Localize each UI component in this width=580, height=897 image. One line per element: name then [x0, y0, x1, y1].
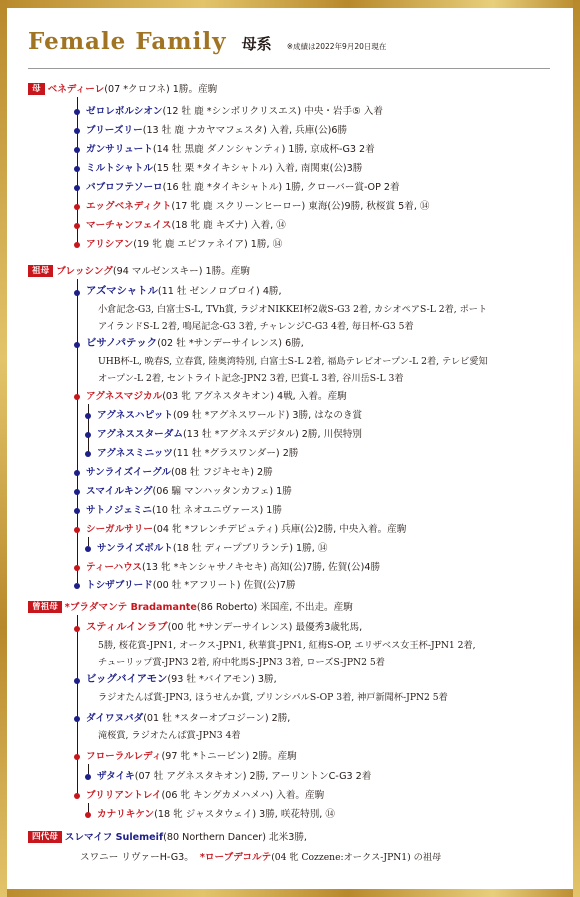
horse-detail: (10 牡 ネオユニヴァース) 1勝 — [152, 505, 282, 516]
colt-marker-icon — [85, 432, 91, 438]
horse-name: ブリーズリー — [86, 125, 143, 136]
tree-line — [77, 279, 78, 583]
horse-detail: (07 牡 アグネスタキオン) 2勝, アーリントンC-G3 2着 — [134, 771, 372, 782]
horse-detail: (13 牡 鹿 ナカヤマフェスタ) 入着, 兵庫(公)6勝 — [142, 125, 348, 136]
horse-name: マーチャンフェイス — [86, 220, 172, 231]
horse-name: ビサノパテック — [86, 337, 158, 349]
race-record-line: アイランドS-L 2着, 鳴尾記念-G3 3着, チャレンジC-G3 4着, 毎日杯-G3 5着 — [98, 321, 414, 332]
horse-name: ザタイキ — [97, 771, 135, 782]
list-item — [86, 162, 362, 175]
horse-name: アグネススターダム — [97, 429, 183, 440]
filly-marker-icon — [74, 793, 80, 799]
page-title-en: Female Family — [28, 28, 227, 55]
colt-marker-icon — [74, 342, 80, 348]
list-item — [97, 542, 327, 555]
colt-marker-icon — [85, 451, 91, 457]
list-item — [97, 808, 335, 821]
horse-detail: (17 牝 鹿 スクリーンヒーロー) 東海(公)9勝, 秋桜賞 5着, ⑭ — [171, 201, 430, 212]
list-item — [86, 712, 290, 725]
horse-name: ゼロレボルシオン — [86, 106, 163, 117]
horse-name: シーガルサリー — [86, 524, 153, 535]
filly-marker-icon — [74, 527, 80, 533]
horse-name: アグネスハピット — [97, 410, 173, 421]
horse-detail: (08 牡 フジキセキ) 2勝 — [171, 467, 273, 478]
horse-name: ティーハウス — [86, 562, 143, 573]
gold-frame-bottom — [0, 889, 580, 897]
horse-name: フローラルレディ — [86, 751, 162, 762]
gen3-row — [28, 601, 353, 614]
horse-detail: (15 牡 栗 *タイキシャトル) 入着, 南関東(公)3勝 — [152, 163, 363, 174]
horse-detail: (93 牡 *バイアモン) 3勝, — [167, 674, 277, 685]
horse-name: ガンサリュート — [86, 144, 153, 155]
filly-marker-icon — [74, 754, 80, 760]
horse-detail: (04 牝 Cozzene:オークス-JPN1) の祖母 — [271, 852, 442, 863]
colt-marker-icon — [74, 678, 80, 684]
horse-detail: (80 Northern Dancer) 北米3勝, — [163, 832, 307, 843]
list-item — [86, 504, 282, 517]
horse-detail: (09 牡 *アグネスワールド) 3勝, はなのき賞 — [172, 410, 363, 421]
horse-name: ベネディーレ — [47, 84, 105, 95]
horse-detail: (02 牡 *サンデーサイレンス) 6勝, — [157, 338, 304, 349]
list-item — [86, 143, 375, 156]
list-item — [86, 485, 292, 498]
list-item — [97, 409, 362, 422]
colt-marker-icon — [74, 109, 80, 115]
list-item — [86, 105, 383, 118]
horse-name: ビッグバイアモン — [86, 673, 168, 685]
horse-detail: (11 牡 ゼンノロブロイ) 4勝, — [157, 286, 282, 297]
colt-marker-icon — [74, 716, 80, 722]
race-record-line: ラジオたんぱ賞-JPN3, ほうせんか賞, プリンシパルS-OP 3着, 神戸新聞杯-JPN2 5着 — [98, 692, 448, 703]
list-item — [86, 789, 324, 802]
list-item — [86, 238, 282, 251]
colt-marker-icon — [74, 128, 80, 134]
horse-detail: (16 牡 鹿 *タイキシャトル) 1勝, クローバー賞-OP 2着 — [162, 182, 400, 193]
horse-name: アグネスマジカル — [86, 391, 163, 402]
tree-line — [88, 404, 89, 453]
list-item — [86, 750, 297, 763]
horse-name: ミルトシャトル — [86, 163, 153, 174]
race-record-line: チューリップ賞-JPN3 2着, 府中牝馬S-JPN3 3着, ローズS-JPN2 5着 — [98, 657, 385, 668]
horse-detail: (97 牝 *トニービン) 2勝。産駒 — [161, 751, 297, 762]
race-record-line: 滝桜賞, ラジオたんぱ賞-JPN3 4着 — [98, 730, 241, 741]
horse-detail: (06 牝 キングカメハメハ) 入着。産駒 — [161, 790, 325, 801]
gen-tag: 祖母 — [28, 265, 53, 277]
horse-detail: (00 牝 *サンデーサイレンス) 最優秀3歳牝馬, — [167, 622, 363, 633]
as-of-note: ※成績は2022年9月20日現在 — [286, 42, 387, 51]
race-record-line: オープン-L 2着, セントライト記念-JPN2 3着, 巴賞-L 3着, 谷川岳S-L 3着 — [98, 373, 404, 384]
filly-marker-icon — [74, 204, 80, 210]
colt-marker-icon — [74, 470, 80, 476]
colt-marker-icon — [85, 413, 91, 419]
horse-name: パブロフテソーロ — [86, 182, 163, 193]
colt-marker-icon — [74, 290, 80, 296]
horse-name: *ローブデコルテ — [199, 852, 272, 863]
page-title-ja: 母系 — [241, 35, 272, 53]
horse-name: ブレッシング — [56, 266, 113, 277]
horse-name: アズマシャトル — [86, 285, 158, 297]
horse-detail: (13 牝 *キンシャサノキセキ) 高知(公)7勝, 佐賀(公)4勝 — [142, 562, 381, 573]
horse-detail: (13 牡 *アグネスデジタル) 2勝, 川俣特別 — [182, 429, 362, 440]
list-item — [86, 124, 347, 137]
horse-detail: (19 牝 鹿 エピファネイア) 1勝, ⑭ — [133, 239, 283, 250]
race-record-line: UHB杯-L, 晩春S, 立春賞, 陸奥湾特別, 白富士S-L 2着, 福島テレビオープン-L 2着, テレビ愛知 — [98, 356, 488, 367]
filly-marker-icon — [74, 394, 80, 400]
gold-frame-left — [0, 0, 7, 897]
colt-marker-icon — [85, 774, 91, 780]
filly-marker-icon — [74, 242, 80, 248]
filly-marker-icon — [74, 223, 80, 229]
horse-detail: (11 牡 *グラスワンダー) 2勝 — [172, 448, 299, 459]
race-record-line: 小倉記念-G3, 白富士S-L, TVh賞, ラジオNIKKEI杯2歳S-G3 2着, カシオペアS-L 2着, ポート — [98, 304, 488, 315]
gen-tag: 曾祖母 — [28, 601, 62, 613]
horse-name: サンライズイーグル — [86, 467, 171, 478]
horse-detail: (14 牡 黒鹿 ダノンシャンティ) 1勝, 京成杯-G3 2着 — [152, 144, 375, 155]
colt-marker-icon — [74, 147, 80, 153]
race-record-line: スワニー リヴァーH-G3。 — [80, 852, 194, 863]
header-divider — [28, 68, 550, 69]
horse-name: サンライズボルト — [97, 543, 173, 554]
horse-detail: (04 牝 *フレンチデピュティ) 兵庫(公)2勝, 中央入着。産駒 — [152, 524, 407, 535]
tree-line — [88, 537, 89, 546]
horse-name: カナリキケン — [97, 809, 155, 820]
gen4-note-line — [80, 851, 441, 864]
gold-frame-top — [0, 0, 580, 8]
horse-detail: (07 *クロフネ) 1勝。産駒 — [104, 84, 218, 95]
horse-name: ダイワヌバダ — [86, 713, 144, 724]
colt-marker-icon — [85, 546, 91, 552]
horse-detail: (86 Roberto) 米国産, 不出走。産駒 — [196, 602, 353, 613]
tree-line — [88, 764, 89, 774]
tree-line — [77, 615, 78, 795]
horse-name: アグネスミニッツ — [97, 448, 173, 459]
horse-detail: (94 マルゼンスキー) 1勝。産駒 — [112, 266, 250, 277]
colt-marker-icon — [74, 583, 80, 589]
list-item — [86, 579, 296, 592]
horse-name: スレマイフ Sulemeif — [64, 832, 164, 843]
list-item — [86, 337, 304, 350]
colt-marker-icon — [74, 166, 80, 172]
list-item — [97, 770, 371, 783]
horse-name: スティルインラブ — [86, 621, 168, 633]
list-item — [86, 200, 430, 213]
list-item — [86, 621, 362, 634]
list-item — [97, 428, 362, 441]
list-item — [86, 561, 380, 574]
colt-marker-icon — [74, 185, 80, 191]
horse-detail: (00 牡 *アフリート) 佐賀(公)7勝 — [152, 580, 296, 591]
colt-marker-icon — [74, 508, 80, 514]
horse-name: トシザブリード — [86, 580, 153, 591]
gen4-row — [28, 831, 307, 844]
gen1-row — [28, 83, 217, 96]
filly-marker-icon — [85, 812, 91, 818]
horse-name: アリシアン — [86, 239, 134, 250]
filly-marker-icon — [74, 565, 80, 571]
horse-name: サトノジェミニ — [86, 505, 153, 516]
list-item — [86, 673, 277, 686]
list-item — [86, 523, 406, 536]
list-item — [86, 466, 273, 479]
horse-name: スマイルキング — [86, 486, 153, 497]
gen-tag: 母 — [28, 83, 45, 95]
list-item — [97, 447, 298, 460]
gen-tag: 四代母 — [28, 831, 62, 843]
horse-name: ブリリアントレイ — [86, 790, 162, 801]
filly-marker-icon — [74, 626, 80, 632]
horse-detail: (06 騸 マンハッタンカフェ) 1勝 — [152, 486, 292, 497]
horse-detail: (03 牝 アグネスタキオン) 4戦, 入着。産駒 — [162, 391, 347, 402]
horse-detail: (18 牝 鹿 キズナ) 入着, ⑭ — [171, 220, 286, 231]
page-header — [28, 28, 386, 58]
colt-marker-icon — [74, 489, 80, 495]
list-item — [86, 181, 400, 194]
horse-detail: (01 牡 *スターオブコジーン) 2勝, — [143, 713, 291, 724]
gold-frame-right — [573, 0, 580, 897]
list-item — [86, 390, 347, 403]
horse-name: *ブラダマンテ Bradamante — [64, 602, 197, 613]
horse-detail: (18 牝 ジャスタウェイ) 3勝, 咲花特別, ⑭ — [154, 809, 335, 820]
horse-detail: (18 牡 ディープブリランテ) 1勝, ⑭ — [172, 543, 328, 554]
horse-name: エッグベネディクト — [86, 201, 172, 212]
race-record-line: 5勝, 桜花賞-JPN1, オークス-JPN1, 秋華賞-JPN1, 紅梅S-OP, エリザベス女王杯-JPN1 2着, — [98, 640, 476, 651]
list-item — [86, 285, 282, 298]
horse-detail: (12 牡 鹿 *シンボリクリスエス) 中央・岩手⑤ 入着 — [162, 106, 383, 117]
list-item — [86, 219, 286, 232]
gen2-row — [28, 265, 250, 278]
